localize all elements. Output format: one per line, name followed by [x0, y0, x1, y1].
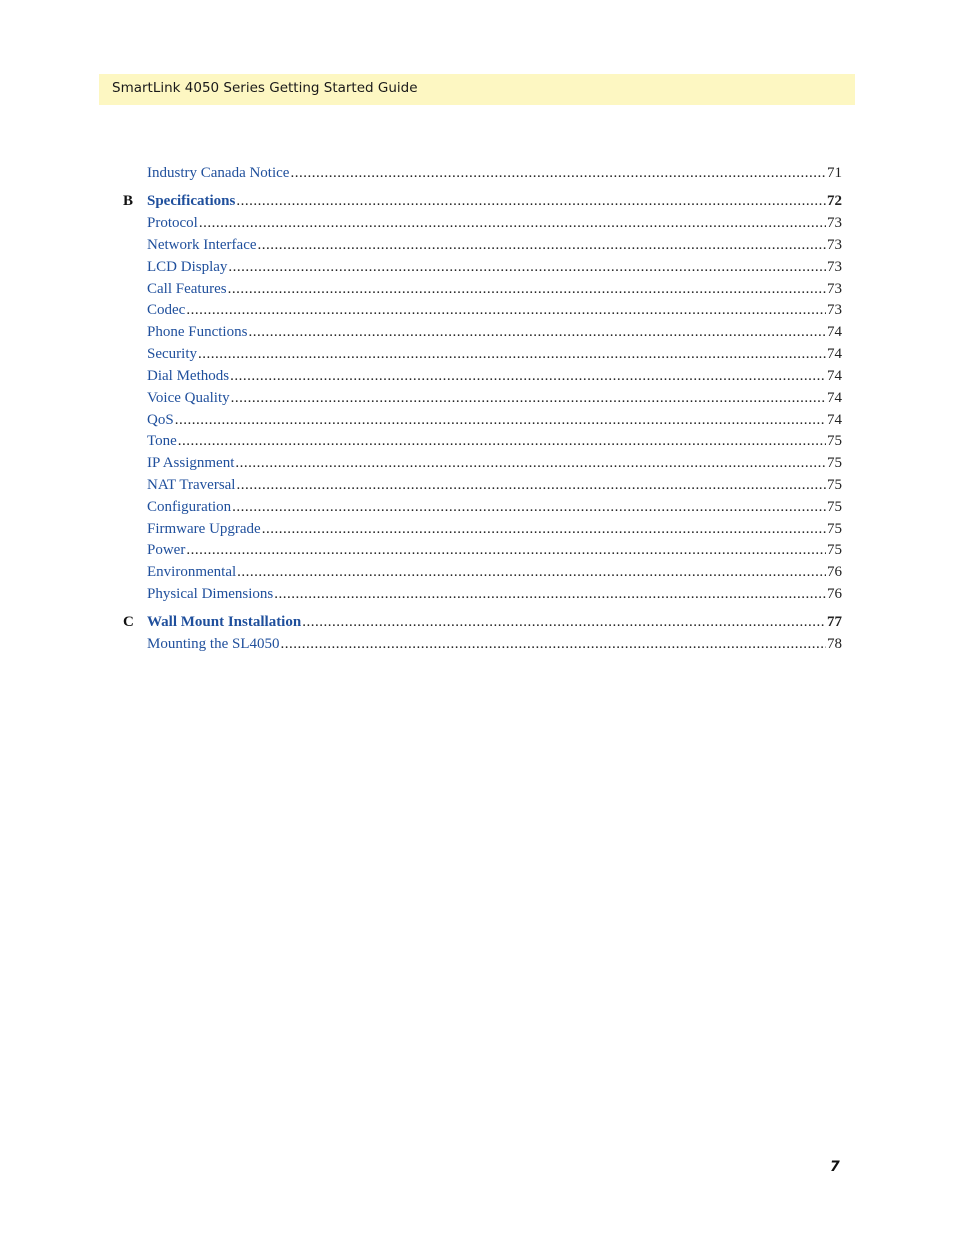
dot-leader	[274, 584, 826, 604]
toc-page-number: 73	[827, 259, 842, 275]
toc-entry-line[interactable]	[147, 388, 842, 408]
dot-leader	[186, 300, 826, 320]
toc-entry[interactable]	[118, 388, 842, 408]
toc-page-number: 74	[827, 346, 842, 362]
toc-entry[interactable]	[118, 213, 842, 233]
toc-entry[interactable]	[118, 322, 842, 342]
dot-leader	[178, 431, 826, 451]
toc-entry-line[interactable]	[147, 213, 842, 233]
toc-entry-link[interactable]: Specifications	[147, 193, 236, 209]
toc-entry-link[interactable]: Firmware Upgrade	[147, 521, 261, 537]
toc-entry-line[interactable]	[147, 475, 842, 495]
toc-entry[interactable]	[118, 475, 842, 495]
toc-entry-link[interactable]: Dial Methods	[147, 368, 230, 384]
toc-entry-link[interactable]: Industry Canada Notice	[147, 165, 290, 181]
dot-leader	[230, 366, 826, 386]
toc-entry[interactable]	[118, 300, 842, 320]
dot-leader	[232, 497, 826, 517]
toc-entry-line[interactable]	[147, 257, 842, 277]
toc-chapter-entry[interactable]	[118, 612, 842, 632]
toc-page-number: 75	[827, 521, 842, 537]
dot-leader	[290, 163, 826, 183]
toc-entry-line[interactable]	[147, 453, 842, 473]
toc-page-number: 77	[827, 614, 842, 630]
toc-entry[interactable]	[118, 366, 842, 386]
toc-appendix-letter: B	[123, 193, 134, 209]
dot-leader	[186, 540, 826, 560]
toc-page-number: 74	[827, 324, 842, 340]
toc-chapter-entry[interactable]	[118, 191, 842, 211]
toc-entry-line[interactable]	[147, 163, 842, 183]
toc-page-number: 74	[827, 412, 842, 428]
toc-entry[interactable]	[118, 519, 842, 539]
toc-entry[interactable]	[118, 497, 842, 517]
toc-appendix-letter: C	[123, 614, 134, 630]
toc-entry[interactable]	[118, 410, 842, 430]
dot-leader	[258, 235, 826, 255]
toc-entry-line[interactable]	[147, 497, 842, 517]
toc-entry-line[interactable]	[147, 540, 842, 560]
toc-entry-line[interactable]	[147, 584, 842, 604]
toc-entry-line[interactable]	[147, 322, 842, 342]
toc-entry-link[interactable]: Call Features	[147, 281, 227, 297]
dot-leader	[281, 634, 826, 654]
toc-entry-link[interactable]: Voice Quality	[147, 390, 230, 406]
toc-entry[interactable]	[118, 279, 842, 299]
toc-entry-link[interactable]: Physical Dimensions	[147, 586, 274, 602]
toc-page-number: 76	[827, 564, 842, 580]
toc-page-number: 75	[827, 433, 842, 449]
dot-leader	[248, 322, 826, 342]
toc-entry-link[interactable]: LCD Display	[147, 259, 228, 275]
toc-page-number: 72	[827, 193, 842, 209]
dot-leader	[235, 453, 826, 473]
toc-entry[interactable]	[118, 634, 842, 654]
toc-page-number: 78	[827, 636, 842, 652]
toc-page-number: 74	[827, 390, 842, 406]
toc-entry[interactable]	[118, 453, 842, 473]
toc-entry-link[interactable]: Environmental	[147, 564, 237, 580]
toc-entry-line[interactable]	[147, 634, 842, 654]
toc-entry-link[interactable]: QoS	[147, 412, 174, 428]
toc-entry-line[interactable]	[147, 431, 842, 451]
toc-entry-line[interactable]	[147, 279, 842, 299]
toc-entry-line[interactable]	[147, 191, 842, 211]
toc-entry-link[interactable]: NAT Traversal	[147, 477, 236, 493]
toc-entry-line[interactable]	[147, 612, 842, 632]
toc-entry[interactable]	[118, 257, 842, 277]
toc-entry-link[interactable]: Mounting the SL4050	[147, 636, 280, 652]
toc-entry-line[interactable]	[147, 519, 842, 539]
toc-entry[interactable]	[118, 235, 842, 255]
toc-entry-link[interactable]: Wall Mount Installation	[147, 614, 302, 630]
toc-page-number: 73	[827, 215, 842, 231]
toc-page-number: 75	[827, 477, 842, 493]
toc-page-number: 74	[827, 368, 842, 384]
toc-page-number: 73	[827, 302, 842, 318]
dot-leader	[236, 475, 826, 495]
dot-leader	[236, 191, 826, 211]
toc-entry-line[interactable]	[147, 562, 842, 582]
toc-entry-line[interactable]	[147, 300, 842, 320]
toc-entry[interactable]	[118, 562, 842, 582]
dot-leader	[237, 562, 826, 582]
toc-page-number: 73	[827, 281, 842, 297]
toc-entry-link[interactable]: Power	[147, 542, 186, 558]
toc-entry[interactable]	[118, 163, 842, 183]
toc-entry[interactable]	[118, 540, 842, 560]
toc-page-number: 75	[827, 542, 842, 558]
dot-leader	[231, 388, 826, 408]
toc-entry-link[interactable]: Network Interface	[147, 237, 257, 253]
dot-leader	[228, 257, 826, 277]
toc-entry-link[interactable]: Protocol	[147, 215, 198, 231]
toc-entry-line[interactable]	[147, 235, 842, 255]
toc-entry-line[interactable]	[147, 410, 842, 430]
toc-entry[interactable]	[118, 431, 842, 451]
toc-page-number: 73	[827, 237, 842, 253]
toc-entry[interactable]	[118, 344, 842, 364]
toc-entry-link[interactable]: IP Assignment	[147, 455, 235, 471]
dot-leader	[302, 612, 826, 632]
toc-entry-line[interactable]	[147, 344, 842, 364]
toc-page-number: 76	[827, 586, 842, 602]
toc-entry-link[interactable]: Security	[147, 346, 197, 362]
dot-leader	[198, 344, 826, 364]
dot-leader	[228, 279, 826, 299]
toc-page-number: 75	[827, 499, 842, 515]
toc-page-number: 71	[827, 165, 842, 181]
toc-page-number: 75	[827, 455, 842, 471]
toc-entry-link[interactable]: Tone	[147, 433, 177, 449]
dot-leader	[199, 213, 826, 233]
dot-leader	[262, 519, 826, 539]
running-header	[99, 74, 855, 105]
page-number: 7	[830, 1159, 840, 1175]
toc-entry-link[interactable]: Codec	[147, 302, 186, 318]
toc-entry[interactable]	[118, 584, 842, 604]
toc-entry-line[interactable]	[147, 366, 842, 386]
toc-entry-link[interactable]: Phone Functions	[147, 324, 248, 340]
toc-entry-link[interactable]: Configuration	[147, 499, 232, 515]
document-title: SmartLink 4050 Series Getting Started Guide	[112, 80, 418, 96]
dot-leader	[175, 410, 826, 430]
